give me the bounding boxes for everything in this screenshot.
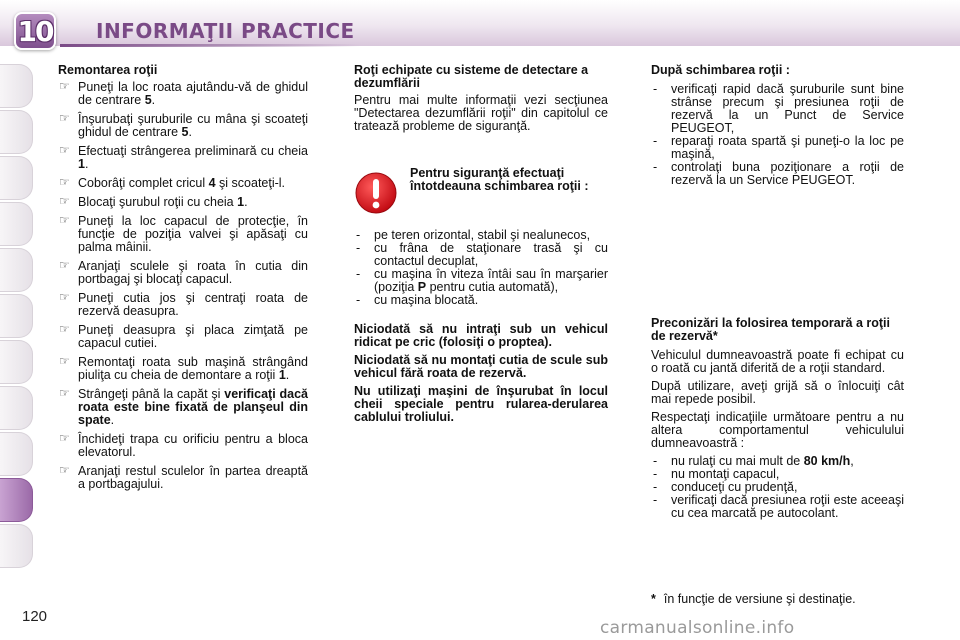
safety-condition-tail: pentru cutia automată), <box>426 280 559 294</box>
safety-condition-bold: P <box>417 280 427 294</box>
temporary-wheel-tip-tail: , <box>850 454 854 468</box>
remounting-step-item <box>58 145 308 171</box>
safety-warning-paragraph: Niciodată să nu intraţi sub un vehicul ridicat pe cric (folosiţi o proptea). <box>354 322 608 349</box>
remounting-step-item <box>58 113 308 139</box>
remounting-step-bold: 4 <box>208 176 216 190</box>
side-tab-9[interactable] <box>0 432 33 476</box>
remounting-step-text: Închideţi trapa cu orificiu pentru a bloca elevatorul. <box>78 432 308 459</box>
column-detection <box>354 64 608 429</box>
chapter-title: INFORMAŢII PRACTICE <box>96 19 355 43</box>
temporary-wheel-para-1: Vehiculul dumneavoastră poate fi echipat cu o roată cu jantă diferită de a roţii standard. <box>651 348 904 375</box>
remounting-step-tail: . <box>84 157 89 171</box>
temporary-wheel-tip-text: verificaţi dacă presiunea roţii este aceeaşi cu cea marcată pe autocolant. <box>671 493 904 520</box>
remounting-step-bold: 1 <box>237 195 245 209</box>
chapter-badge <box>14 12 56 50</box>
remounting-step-bold: 5 <box>181 125 189 139</box>
safety-condition-item: - cu maşina blocată. <box>354 294 608 307</box>
remounting-step-bold: 1 <box>78 157 85 171</box>
remounting-step-item <box>58 388 308 427</box>
safety-warning-box <box>354 167 608 215</box>
remounting-heading: Remontarea roţii <box>58 63 158 77</box>
side-tab-7[interactable] <box>0 340 33 384</box>
remounting-step-tail: şi scoateţi-l. <box>215 176 286 190</box>
remounting-step-text: Aranjaţi sculele şi roata în cutia din portbagaj şi blocaţi capacul. <box>78 259 308 286</box>
safety-condition-item: - cu frâna de staţionare trasă şi cu contactul decuplat, <box>354 242 608 268</box>
remounting-step-bold: 5 <box>144 93 152 107</box>
temporary-wheel-tip-text: conduceţi cu prudenţă, <box>671 480 798 494</box>
detection-intro: Pentru mai multe informaţii vezi secţiunea "Detectarea dezumflării roţii" din capitolul ce tratează probleme de siguranţă. <box>354 93 608 133</box>
remounting-step-text: Strângeţi până la capăt şi <box>78 387 225 401</box>
after-change-list <box>651 83 904 187</box>
side-tab-3[interactable] <box>0 156 33 200</box>
remounting-step-text: Înşurubaţi şuruburile cu mâna şi scoateţi ghidul de centrare <box>78 112 308 139</box>
remounting-step-text: Puneţi la loc roata ajutându-vă de ghidul de centrare <box>78 80 308 107</box>
temporary-wheel-tip-bold: 80 km/h <box>803 454 851 468</box>
remounting-step-text: Coborâţi complet cricul <box>78 176 209 190</box>
column-remounting <box>58 64 308 497</box>
safety-warning-text: Pentru siguranţă efectuaţi întotdeauna schimbarea roţii : <box>410 166 589 193</box>
temporary-wheel-heading: Preconizări la folosirea temporară a roţii de rezervă* <box>651 316 890 343</box>
chapter-side-tabs <box>0 64 36 570</box>
remounting-step-item <box>58 324 308 350</box>
safety-condition-item <box>354 268 608 294</box>
temporary-wheel-tip-text: nu montaţi capacul, <box>671 467 780 481</box>
remounting-step-item <box>58 292 308 318</box>
remounting-step-text: Puneţi la loc capacul de protecţie, în funcţie de poziţia valvei şi apăsaţi cu palma mâinii. <box>78 214 308 254</box>
side-tab-11[interactable] <box>0 524 33 568</box>
remounting-step-text: Blocaţi şurubul roţii cu cheia <box>78 195 238 209</box>
after-change-item: - verificaţi rapid dacă şuruburile sunt bine strânse precum şi presiunea roţii de rezervă la un Punct de Service PEUGEOT, <box>651 83 904 135</box>
watermark: carmanualsonline.info <box>600 618 795 638</box>
remounting-step-tail: . <box>285 368 290 382</box>
temporary-wheel-tip-text: nu rulaţi cu mai mult de <box>671 454 804 468</box>
remounting-step-tail: . <box>151 93 156 107</box>
side-tab-10-active[interactable] <box>0 478 33 522</box>
remounting-step-text: Remontaţi roata sub maşină strângând piuliţa cu cheia de demontare a roţii <box>78 355 308 382</box>
after-change-heading: După schimbarea roţii : <box>651 63 790 77</box>
remounting-step-bold: verificaţi dacă roata este bine fixată de planşeul din spate <box>78 387 308 427</box>
remounting-step-item <box>58 433 308 459</box>
remounting-step-text: Puneţi deasupra şi placa zimţată pe capacul cutiei. <box>78 323 308 350</box>
detection-heading: Roţi echipate cu sisteme de detectare a dezumflării <box>354 63 589 90</box>
chapter-number: 10 <box>17 14 53 48</box>
side-tab-4[interactable] <box>0 202 33 246</box>
safety-condition-text: cu maşina în viteza întâi sau în marşarier (poziţia <box>374 267 608 294</box>
column-after-change <box>651 64 904 526</box>
safety-warning-paragraph: Niciodată să nu montaţi cutia de scule sub vehicul fără roata de rezervă. <box>354 353 608 380</box>
footnote-star: * <box>651 592 656 606</box>
temporary-wheel-para-2: După utilizare, aveţi grijă să o înlocuiţi cât mai repede posibil. <box>651 379 904 406</box>
side-tab-2[interactable] <box>0 110 33 154</box>
temporary-wheel-para-3: Respectaţi indicaţiile următoare pentru a nu altera comportamentul vehiculului dumneavoastră : <box>651 410 904 450</box>
safety-warnings <box>354 323 608 424</box>
footnote <box>651 592 856 606</box>
safety-condition-item: - pe teren orizontal, stabil şi nealunecos, <box>354 229 608 242</box>
safety-warning-paragraph: Nu utilizaţi maşini de înşurubat în locul cheii speciale pentru rularea-derularea cablului troliului. <box>354 384 608 424</box>
remounting-step-text: Puneţi cutia jos şi centraţi roata de rezervă deasupra. <box>78 291 308 318</box>
side-tab-1[interactable] <box>0 64 33 108</box>
remounting-step-tail: . <box>110 413 115 427</box>
remounting-step-item <box>58 81 308 107</box>
remounting-steps <box>58 81 308 491</box>
remounting-step-tail: . <box>244 195 248 209</box>
remounting-step-item <box>58 356 308 382</box>
temporary-wheel-tips <box>651 455 904 520</box>
remounting-step-tail: . <box>188 125 192 139</box>
temporary-wheel-tip-item <box>651 494 904 520</box>
after-change-item: - controlaţi buna poziţionare a roţii de rezervă la un Service PEUGEOT. <box>651 161 904 187</box>
remounting-step-text: Aranjaţi restul sculelor în partea dreaptă a portbagajului. <box>78 464 308 491</box>
safety-conditions <box>354 229 608 307</box>
remounting-step-bold: 1 <box>278 368 286 382</box>
after-change-item: - reparaţi roata spartă şi puneţi-o la loc pe maşină, <box>651 135 904 161</box>
footnote-text: în funcţie de versiune şi destinaţie. <box>663 592 856 606</box>
remounting-step-item <box>58 177 308 190</box>
remounting-step-item <box>58 215 308 254</box>
page-number: 120 <box>22 608 48 625</box>
header-underline <box>60 44 360 47</box>
remounting-step-item <box>58 196 308 209</box>
side-tab-8[interactable] <box>0 386 33 430</box>
side-tab-6[interactable] <box>0 294 33 338</box>
remounting-step-item <box>58 260 308 286</box>
remounting-step-text: Efectuaţi strângerea preliminară cu cheia <box>78 144 308 158</box>
remounting-step-item <box>58 465 308 491</box>
exclamation-warning-icon <box>354 171 398 215</box>
side-tab-5[interactable] <box>0 248 33 292</box>
